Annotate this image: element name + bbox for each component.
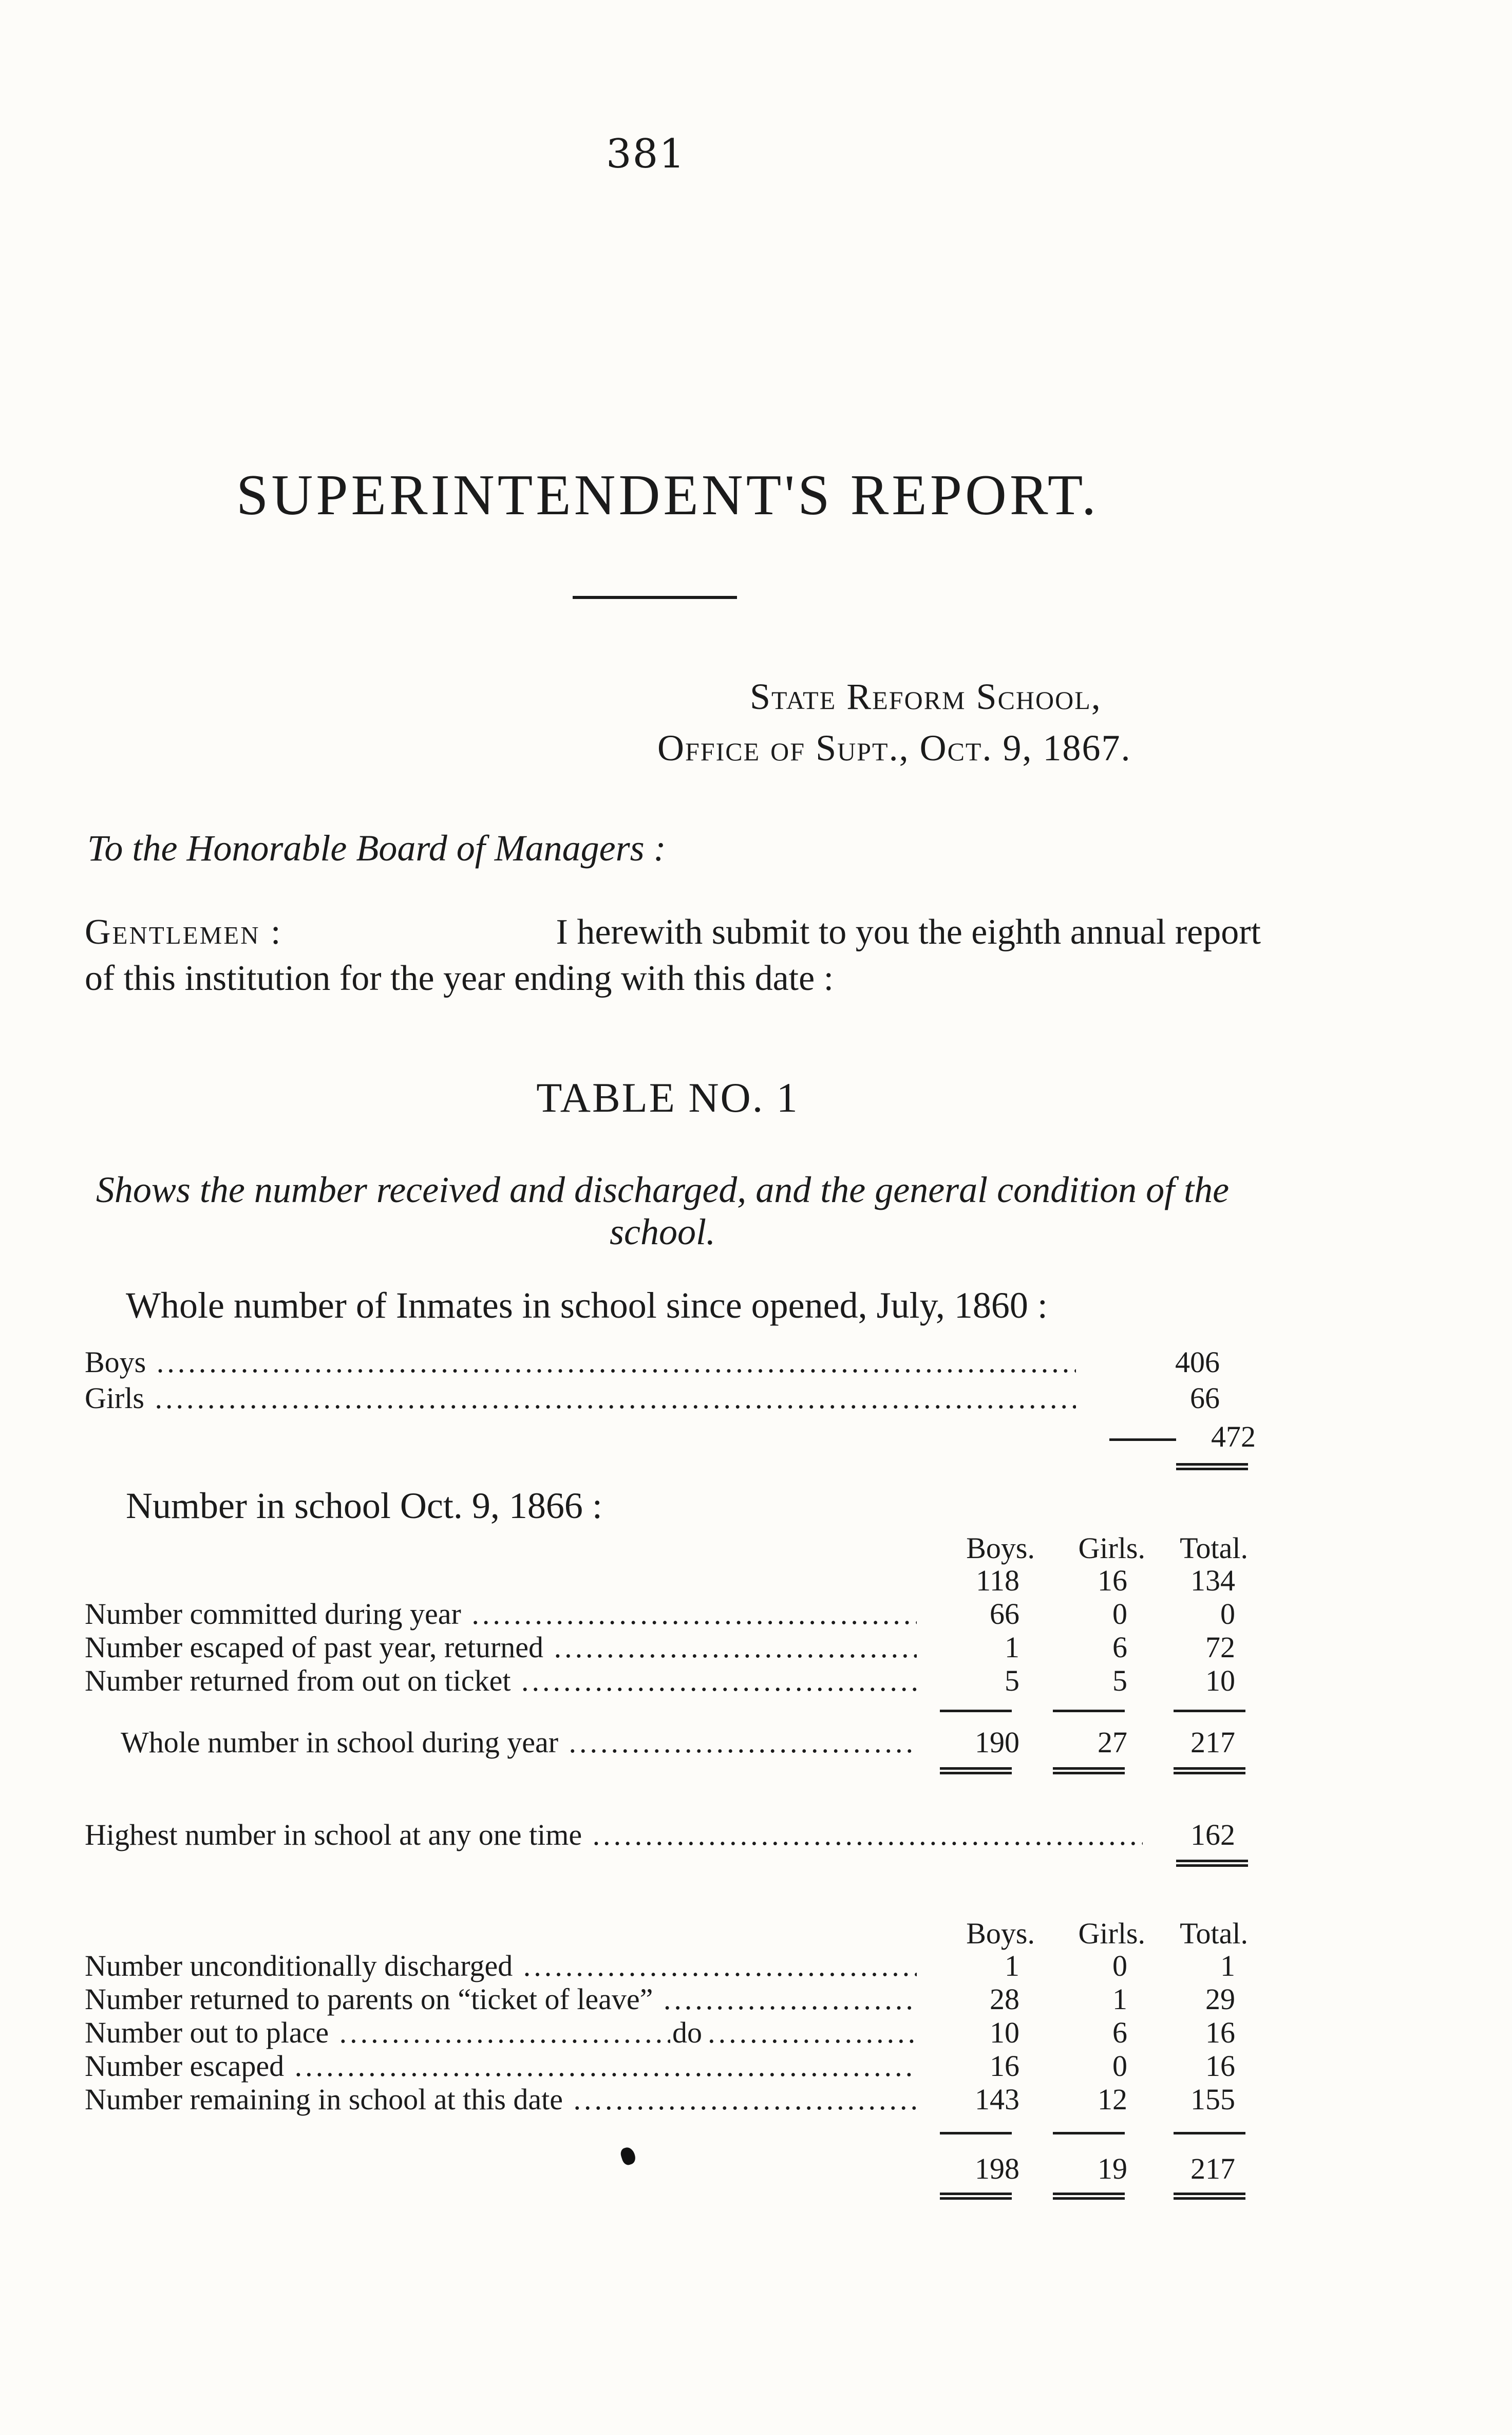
cell-girls: 0 — [1112, 2049, 1127, 2083]
cell-boys: 198 — [975, 2152, 1019, 2185]
row-label: Number escaped ..... — [85, 2050, 917, 2083]
column-header-total: Total. — [1180, 1917, 1248, 1950]
column-header-boys: Boys. — [966, 1531, 1035, 1565]
cell-total: 155 — [1190, 2083, 1235, 2116]
column-header-boys: Boys. — [966, 1917, 1035, 1950]
intro-paragraph — [85, 909, 1261, 1002]
intro-gentlemen: Gentlemen : — [85, 912, 282, 952]
double-rule — [1174, 2193, 1245, 2200]
address-line-1: State Reform School, — [750, 676, 1102, 717]
cell-boys: 28 — [990, 1982, 1019, 2016]
row-label: Number escaped of past year, returned ..... — [85, 1631, 917, 1664]
double-rule — [1176, 1860, 1248, 1867]
cell-girls: 27 — [1098, 1726, 1127, 1759]
rule — [1174, 2132, 1245, 2134]
cell-boys: 1 — [1005, 1631, 1019, 1664]
cell-boys: 190 — [975, 1726, 1019, 1759]
double-rule — [1176, 1463, 1248, 1470]
page-title: SUPERINTENDENT'S REPORT. — [236, 463, 1099, 527]
cell-total: 1 — [1220, 1949, 1235, 1982]
table-description: Shows the number received and discharged, and the general condition of the school. — [96, 1169, 1230, 1252]
cell-total: 16 — [1205, 2049, 1235, 2083]
table-heading: TABLE NO. 1 — [536, 1074, 799, 1121]
cell-total: 134 — [1190, 1564, 1235, 1597]
cell-total: 10 — [1205, 1664, 1235, 1697]
row-label: Number remaining in school at this date ..... — [85, 2083, 917, 2116]
salutation: To the Honorable Board of Managers : — [87, 828, 666, 869]
cell-total: 72 — [1205, 1631, 1235, 1664]
cell-total: 0 — [1220, 1597, 1235, 1631]
row-label: Highest number in school at any one time ..... — [85, 1819, 1143, 1851]
row-label: Girls ..... — [85, 1382, 1076, 1415]
cell-total: 29 — [1205, 1982, 1235, 2016]
cell-total: 217 — [1190, 2152, 1235, 2185]
cell-boys: 66 — [990, 1597, 1019, 1631]
intro-line-1 — [85, 909, 1261, 956]
cell-girls: 12 — [1098, 2083, 1127, 2116]
cell-girls: 19 — [1098, 2152, 1127, 2185]
double-rule — [1053, 1767, 1125, 1774]
cell-boys: 143 — [975, 2083, 1019, 2116]
cell-girls: 0 — [1112, 1949, 1127, 1982]
cell-total: 16 — [1205, 2016, 1235, 2049]
cell-boys: 16 — [990, 2049, 1019, 2083]
column-header-total: Total. — [1180, 1531, 1248, 1565]
rule — [940, 2132, 1012, 2134]
rule — [1053, 2132, 1125, 2134]
intro-line-1-rest: I herewith submit to you the eighth annual report — [556, 912, 1261, 952]
intro-line-2: of this institution for the year ending with this date : — [85, 959, 834, 998]
double-rule — [1174, 1767, 1245, 1774]
double-rule — [940, 2193, 1012, 2200]
cell-girls: 16 — [1098, 1564, 1127, 1597]
cell-total: 162 — [1190, 1818, 1235, 1851]
ditto-mark: do — [670, 2016, 704, 2049]
cell-boys: 1 — [1005, 1949, 1019, 1982]
row-label: Boys ..... — [85, 1346, 1076, 1379]
address-line-2: Office of Supt., Oct. 9, 1867. — [657, 727, 1131, 769]
column-header-girls: Girls. — [1078, 1531, 1145, 1565]
double-rule — [940, 1767, 1012, 1774]
ink-blot-mark — [619, 2146, 637, 2166]
row-label: Number committed during year ..... — [85, 1598, 917, 1631]
section2-heading: Number in school Oct. 9, 1866 : — [126, 1485, 602, 1526]
rule — [940, 1710, 1012, 1712]
row-label: Number returned from out on ticket ..... — [85, 1664, 917, 1697]
section1-total: 472 — [1211, 1420, 1256, 1453]
row-label: Number unconditionally discharged ..... — [85, 1950, 917, 1982]
cell-total: 217 — [1190, 1726, 1235, 1759]
row-label: Number returned to parents on “ticket of leave” ..... — [85, 1983, 917, 2016]
cell-boys: 10 — [990, 2016, 1019, 2049]
cell-girls: 6 — [1112, 1631, 1127, 1664]
cell-boys: 5 — [1005, 1664, 1019, 1697]
column-header-girls: Girls. — [1078, 1917, 1145, 1950]
double-rule — [1053, 2193, 1125, 2200]
row-value: 66 — [1190, 1381, 1220, 1415]
rule — [1053, 1710, 1125, 1712]
title-rule — [573, 596, 737, 599]
cell-girls: 5 — [1112, 1664, 1127, 1697]
cell-boys: 118 — [976, 1564, 1019, 1597]
cell-girls: 6 — [1112, 2016, 1127, 2049]
rule — [1174, 1710, 1245, 1712]
page-number: 381 — [606, 131, 686, 177]
cell-girls: 0 — [1112, 1597, 1127, 1631]
row-label: Number out to place ..... — [85, 2016, 917, 2049]
section1-heading: Whole number of Inmates in school since opened, July, 1860 : — [126, 1285, 1048, 1326]
row-value: 406 — [1175, 1345, 1220, 1379]
row-label: Whole number in school during year ..... — [121, 1726, 917, 1759]
cell-girls: 1 — [1112, 1982, 1127, 2016]
